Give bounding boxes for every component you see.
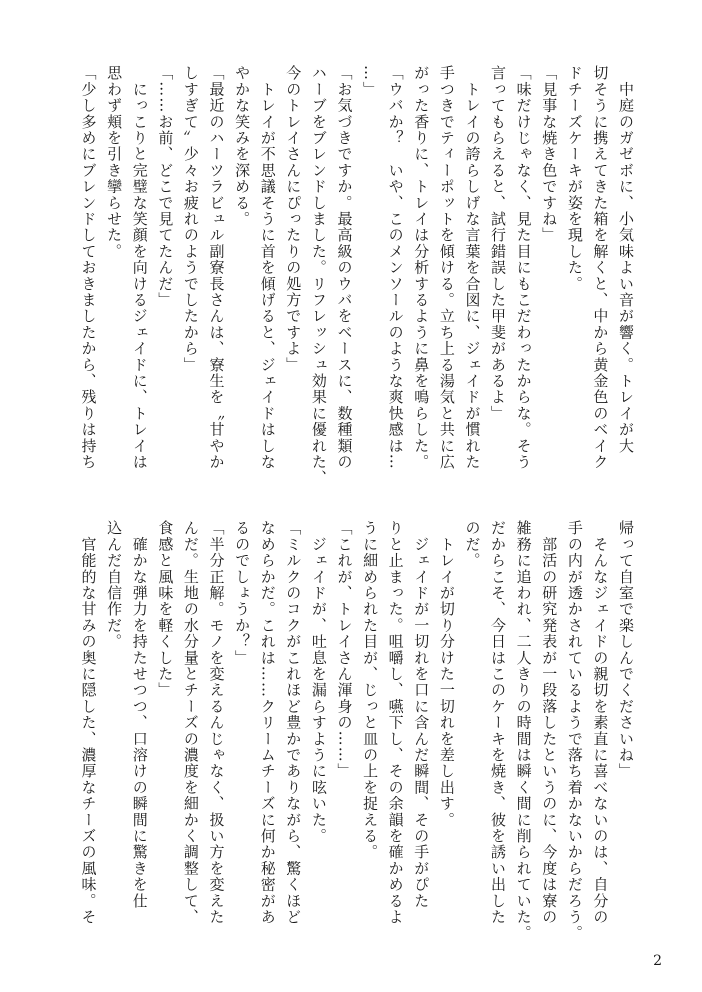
text-line: 言ってもらえると、試行錯誤した甲斐があるよ」 — [489, 65, 508, 422]
text-line: トレイが切り分けた一切れを差し出す。 — [437, 520, 456, 828]
text-line: 「ミルクのコクがこれほど豊かでありながら、驚くほど — [284, 520, 303, 925]
text-line: そんなジェイドの親切を素直に喜べないのは、自分の — [591, 520, 610, 925]
text-line: ハーブをブレンドしました。リフレッシュ効果に優れた、 — [309, 65, 328, 487]
text-line: 雑務に追われ、二人きりの時間は瞬く間に削られていた。 — [514, 520, 533, 942]
text-line: 手の内が透かされているようで落ち着かないからだろう。 — [565, 520, 584, 942]
text-line: 「半分正解。モノを変えるんじゃなく、扱い方を変えた — [207, 520, 226, 925]
text-line: 官能的な甘みの奥に隠した、濃厚なチーズの風味。そ — [79, 520, 98, 925]
text-line: 帰って自室で楽しんでくださいね」 — [617, 520, 635, 780]
page-number: 2 — [653, 953, 662, 969]
text-line: …」 — [361, 65, 380, 98]
text-line: 「最近のハーツラビュル副寮長さんは、寮生を〝甘やか — [207, 65, 226, 470]
text-line: ジェイドが一切れを口に含んだ瞬間、その手がぴた — [412, 520, 431, 909]
text-line: 「……お前、どこで見てたんだ」 — [156, 65, 175, 308]
text-line: 確かな弾力を持たせつつ、口溶けの瞬間に驚きを仕 — [130, 520, 149, 909]
text-line: 部活の研究発表が一段落したというのに、今度は寮の — [540, 520, 559, 925]
text-line: がった香りに、トレイは分析するように鼻を鳴らした。 — [412, 65, 431, 470]
text-line: しすぎて〟少々お疲れのようでしたから」 — [181, 65, 200, 373]
text-line: 切そうに携えてきた箱を解くと、中から黄金色のベイク — [591, 65, 610, 470]
text-line: うに細められた目が、じっと皿の上を捉える。 — [361, 520, 380, 861]
text-line: 手つきでティーポットを傾ける。立ち上る湯気と共に広 — [437, 65, 456, 470]
top-text-block — [70, 65, 638, 487]
text-line: りと止まった。咀嚼し、嚥下し、その余韻を確かめるよ — [386, 520, 405, 925]
text-line: のだ。 — [463, 520, 482, 569]
text-line: ジェイドが、吐息を漏らすように呟いた。 — [309, 520, 328, 844]
text-line: 今のトレイさんにぴったりの処方ですよ」 — [284, 65, 303, 373]
text-line: ドチーズケーキが姿を現した。 — [565, 65, 584, 292]
text-line: なめらかだ。これは……クリームチーズに何か秘密があ — [258, 520, 277, 925]
text-line: 思わず頬を引き攣らせた。 — [105, 65, 124, 260]
text-line: 込んだ自信作だ。 — [105, 520, 124, 650]
text-line: やかな笑みを深める。 — [233, 65, 252, 227]
text-line: 食感と風味を軽くした」 — [156, 520, 175, 699]
text-line: トレイの誇らしげな言葉を合図に、ジェイドが慣れた — [463, 65, 482, 470]
text-line: るのでしょうか？」 — [233, 520, 252, 666]
text-line: にっこりと完璧な笑顔を向けるジェイドに、トレイは — [130, 65, 149, 470]
text-line: トレイが不思議そうに首を傾げると、ジェイドはしな — [258, 65, 277, 470]
text-line: んだ。生地の水分量とチーズの濃度を細かく調整して、 — [181, 520, 200, 925]
text-line: だからこそ、今日はこのケーキを焼き、彼を誘い出した — [489, 520, 508, 925]
text-line: 「見事な焼き色ですね」 — [540, 65, 559, 244]
bottom-text-block — [79, 520, 638, 942]
text-line: 「お気づきですか。最高級のウバをベースに、数種類の — [335, 65, 354, 470]
text-line: 「少し多めにブレンドしておきましたから、残りは持ち — [79, 65, 98, 470]
text-line: 「これが、トレイさん渾身の……」 — [335, 520, 354, 780]
text-line: 中庭のガゼボに、小気味よい音が響く。トレイが大 — [617, 65, 635, 454]
text-line: 「ウバか？ いや、このメンソールのような爽快感は… — [386, 65, 405, 470]
text-line: 「味だけじゃなく、見た目にもこだわったからな。そう — [514, 65, 533, 470]
